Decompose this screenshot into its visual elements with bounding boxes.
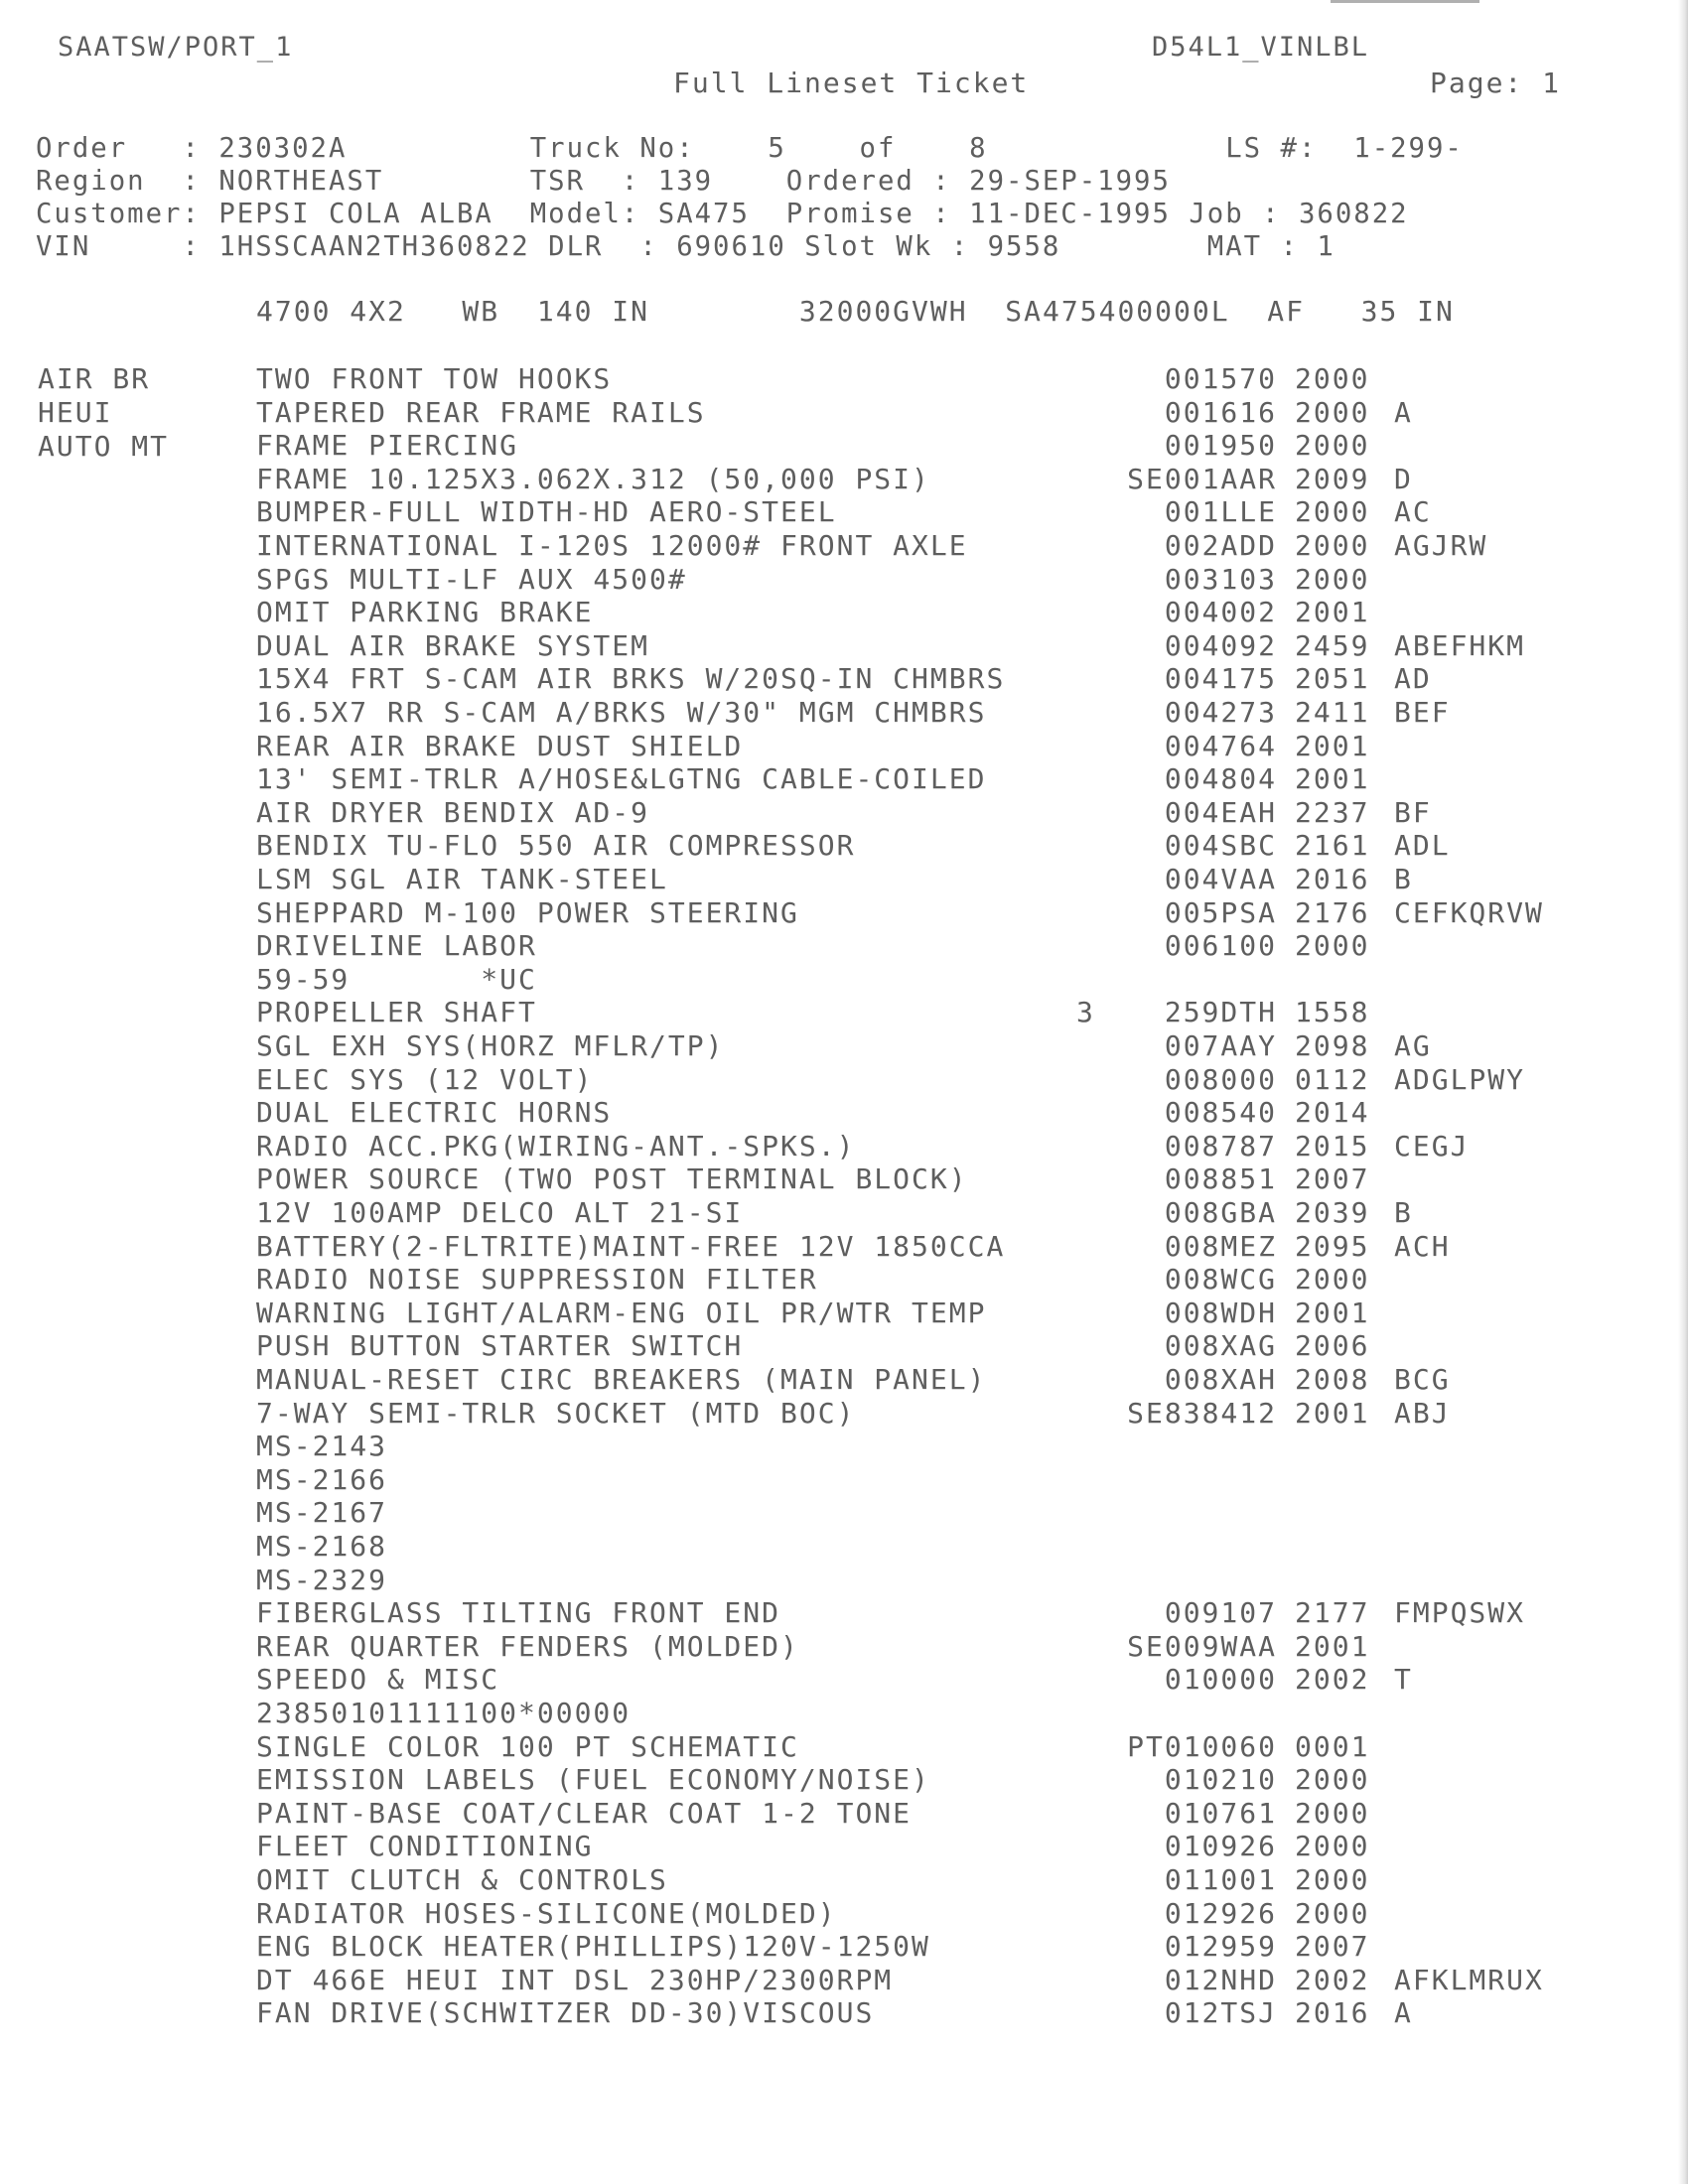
item-description: TAPERED REAR FRAME RAILS bbox=[256, 396, 706, 429]
item-row bbox=[0, 930, 1688, 964]
item-number: 2014 bbox=[1295, 1096, 1370, 1129]
item-description: AIR DRYER BENDIX AD-9 bbox=[256, 796, 650, 829]
item-description: 7-WAY SEMI-TRLR SOCKET (MTD BOC) bbox=[256, 1397, 856, 1430]
page-number-label: Page: 1 bbox=[1430, 67, 1562, 99]
item-suffix: CEGJ bbox=[1394, 1130, 1470, 1162]
item-code: 005PSA bbox=[1164, 896, 1277, 929]
item-row bbox=[0, 530, 1688, 564]
item-row bbox=[0, 1464, 1688, 1498]
item-number: 2006 bbox=[1295, 1329, 1370, 1362]
item-code: 001570 bbox=[1164, 362, 1277, 395]
item-number: 2000 bbox=[1295, 396, 1370, 429]
item-suffix: A bbox=[1394, 396, 1413, 429]
item-number: 2001 bbox=[1295, 730, 1370, 762]
item-code: 003103 bbox=[1164, 563, 1277, 596]
item-number: 2176 bbox=[1295, 896, 1370, 929]
item-description: MS-2329 bbox=[256, 1564, 388, 1596]
item-number: 2000 bbox=[1295, 495, 1370, 528]
item-row bbox=[0, 1597, 1688, 1631]
item-row bbox=[0, 731, 1688, 764]
item-description: RADIO ACC.PKG(WIRING-ANT.-SPKS.) bbox=[256, 1130, 856, 1162]
item-description: FAN DRIVE(SCHWITZER DD-30)VISCOUS bbox=[256, 1996, 875, 2029]
item-description: REAR AIR BRAKE DUST SHIELD bbox=[256, 730, 744, 762]
item-description: MS-2143 bbox=[256, 1430, 388, 1462]
item-quantity: 3 bbox=[1076, 996, 1095, 1028]
item-row bbox=[0, 1831, 1688, 1864]
item-description: SHEPPARD M-100 POWER STEERING bbox=[256, 896, 799, 929]
item-code: 004SBC bbox=[1164, 829, 1277, 862]
item-description: OMIT PARKING BRAKE bbox=[256, 596, 594, 628]
item-description: INTERNATIONAL I-120S 12000# FRONT AXLE bbox=[256, 529, 968, 562]
item-row bbox=[0, 1898, 1688, 1932]
item-number: 0001 bbox=[1295, 1730, 1370, 1763]
item-description: 12V 100AMP DELCO ALT 21-SI bbox=[256, 1196, 744, 1229]
item-suffix: AGJRW bbox=[1394, 529, 1488, 562]
item-code: 004764 bbox=[1164, 730, 1277, 762]
item-suffix: FMPQSWX bbox=[1394, 1596, 1526, 1629]
item-code: 001616 bbox=[1164, 396, 1277, 429]
item-row bbox=[0, 1698, 1688, 1731]
item-row bbox=[0, 1864, 1688, 1898]
item-row bbox=[0, 864, 1688, 897]
item-number: 2002 bbox=[1295, 1663, 1370, 1696]
item-description: FRAME PIERCING bbox=[256, 429, 519, 462]
item-code: 008851 bbox=[1164, 1162, 1277, 1195]
item-row bbox=[0, 1297, 1688, 1331]
item-row bbox=[0, 1431, 1688, 1464]
item-description: ELEC SYS (12 VOLT) bbox=[256, 1063, 594, 1096]
item-code: 259DTH bbox=[1164, 996, 1277, 1028]
item-code: 004VAA bbox=[1164, 863, 1277, 895]
item-suffix: T bbox=[1394, 1663, 1413, 1696]
item-code: 004EAH bbox=[1164, 796, 1277, 829]
item-description: MS-2168 bbox=[256, 1530, 388, 1563]
item-code: 010926 bbox=[1164, 1830, 1277, 1862]
item-suffix: A bbox=[1394, 1996, 1413, 2029]
item-number: 2000 bbox=[1295, 362, 1370, 395]
item-row bbox=[0, 630, 1688, 664]
item-code: 004175 bbox=[1164, 662, 1277, 695]
item-row bbox=[0, 1064, 1688, 1098]
item-description: 15X4 FRT S-CAM AIR BRKS W/20SQ-IN CHMBRS bbox=[256, 662, 1006, 695]
item-row bbox=[0, 830, 1688, 864]
item-row bbox=[0, 1364, 1688, 1398]
item-code: 012TSJ bbox=[1164, 1996, 1277, 2029]
item-number: 2000 bbox=[1295, 429, 1370, 462]
item-row bbox=[0, 1330, 1688, 1364]
item-description: EMISSION LABELS (FUEL ECONOMY/NOISE) bbox=[256, 1763, 930, 1796]
item-code: 008XAH bbox=[1164, 1363, 1277, 1396]
item-description: DRIVELINE LABOR bbox=[256, 929, 537, 962]
item-description: BENDIX TU-FLO 550 AIR COMPRESSOR bbox=[256, 829, 856, 862]
item-description: POWER SOURCE (TWO POST TERMINAL BLOCK) bbox=[256, 1162, 968, 1195]
item-number: 2000 bbox=[1295, 1797, 1370, 1830]
item-row bbox=[0, 564, 1688, 598]
item-number: 2007 bbox=[1295, 1930, 1370, 1963]
item-code: 008XAG bbox=[1164, 1329, 1277, 1362]
item-description: 13' SEMI-TRLR A/HOSE&LGTNG CABLE-COILED bbox=[256, 762, 987, 795]
item-code: 002ADD bbox=[1164, 529, 1277, 562]
customer-line: Customer: PEPSI COLA ALBA Model: SA475 Promise : 11-DEC-1995 Job : 360822 bbox=[36, 199, 1409, 229]
item-row bbox=[0, 1097, 1688, 1131]
item-row bbox=[0, 697, 1688, 731]
item-number: 2001 bbox=[1295, 762, 1370, 795]
item-description: PAINT-BASE COAT/CLEAR COAT 1-2 TONE bbox=[256, 1797, 913, 1830]
item-description: MS-2167 bbox=[256, 1496, 388, 1529]
item-number: 2411 bbox=[1295, 696, 1370, 729]
item-number: 2000 bbox=[1295, 929, 1370, 962]
item-number: 2237 bbox=[1295, 796, 1370, 829]
item-row bbox=[0, 1531, 1688, 1565]
vin-line: VIN : 1HSSCAAN2TH360822 DLR : 690610 Slot Wk : 9558 MAT : 1 bbox=[36, 231, 1336, 262]
item-suffix: B bbox=[1394, 1196, 1413, 1229]
item-suffix: D bbox=[1394, 463, 1413, 495]
item-description: RADIO NOISE SUPPRESSION FILTER bbox=[256, 1263, 818, 1296]
item-code: 008WDH bbox=[1164, 1297, 1277, 1329]
item-suffix: BCG bbox=[1394, 1363, 1451, 1396]
item-row bbox=[0, 1664, 1688, 1698]
item-suffix: AC bbox=[1394, 495, 1432, 528]
item-row bbox=[0, 997, 1688, 1030]
item-suffix: B bbox=[1394, 863, 1413, 895]
item-description: MANUAL-RESET CIRC BREAKERS (MAIN PANEL) bbox=[256, 1363, 987, 1396]
item-description: OMIT CLUTCH & CONTROLS bbox=[256, 1863, 668, 1896]
vehicle-specs-line: 4700 4X2 WB 140 IN 32000GVWH SA475400000L AF 35 IN bbox=[256, 295, 1455, 328]
item-row bbox=[0, 1131, 1688, 1164]
page-title: Full Lineset Ticket bbox=[673, 67, 1030, 99]
item-description: FIBERGLASS TILTING FRONT END bbox=[256, 1596, 781, 1629]
item-description: PROPELLER SHAFT bbox=[256, 996, 537, 1028]
item-row bbox=[0, 663, 1688, 697]
item-code: SE838412 bbox=[1127, 1397, 1277, 1430]
item-number: 2039 bbox=[1295, 1196, 1370, 1229]
item-description: ENG BLOCK HEATER(PHILLIPS)120V-1250W bbox=[256, 1930, 930, 1963]
item-code: 001950 bbox=[1164, 429, 1277, 462]
item-number: 2051 bbox=[1295, 662, 1370, 695]
item-row bbox=[0, 496, 1688, 530]
category-air-br: AIR BR bbox=[38, 362, 151, 395]
item-number: 2000 bbox=[1295, 529, 1370, 562]
item-row bbox=[0, 597, 1688, 630]
item-suffix: BEF bbox=[1394, 696, 1451, 729]
item-number: 2015 bbox=[1295, 1130, 1370, 1162]
item-number: 2177 bbox=[1295, 1596, 1370, 1629]
item-row bbox=[0, 1231, 1688, 1265]
item-code: 008WCG bbox=[1164, 1263, 1277, 1296]
region-line: Region : NORTHEAST TSR : 139 Ordered : 29-SEP-1995 bbox=[36, 166, 1171, 197]
item-row bbox=[0, 1931, 1688, 1965]
item-description: 23850101111100*00000 bbox=[256, 1697, 632, 1729]
item-number: 2008 bbox=[1295, 1363, 1370, 1396]
item-description: BUMPER-FULL WIDTH-HD AERO-STEEL bbox=[256, 495, 837, 528]
item-description: 59-59 *UC bbox=[256, 963, 537, 996]
item-description: DUAL AIR BRAKE SYSTEM bbox=[256, 629, 650, 662]
item-code: 004273 bbox=[1164, 696, 1277, 729]
item-row bbox=[0, 964, 1688, 998]
category-auto-mt: AUTO MT bbox=[38, 430, 170, 463]
item-row bbox=[0, 1497, 1688, 1531]
item-suffix: ABEFHKM bbox=[1394, 629, 1526, 662]
item-number: 2001 bbox=[1295, 1397, 1370, 1430]
top-edge-mark bbox=[1331, 0, 1479, 3]
item-description: REAR QUARTER FENDERS (MOLDED) bbox=[256, 1630, 799, 1663]
item-suffix: AD bbox=[1394, 662, 1432, 695]
item-code: 008540 bbox=[1164, 1096, 1277, 1129]
item-suffix: AG bbox=[1394, 1029, 1432, 1062]
item-code: 004804 bbox=[1164, 762, 1277, 795]
item-number: 2001 bbox=[1295, 1630, 1370, 1663]
item-description: BATTERY(2-FLTRITE)MAINT-FREE 12V 1850CCA bbox=[256, 1230, 1006, 1263]
item-row bbox=[0, 1798, 1688, 1832]
item-row bbox=[0, 1197, 1688, 1231]
item-row bbox=[0, 1398, 1688, 1432]
item-code: 004002 bbox=[1164, 596, 1277, 628]
item-description: 16.5X7 RR S-CAM A/BRKS W/30" MGM CHMBRS bbox=[256, 696, 987, 729]
item-code: 008787 bbox=[1164, 1130, 1277, 1162]
item-number: 2016 bbox=[1295, 863, 1370, 895]
category-heui: HEUI bbox=[38, 396, 113, 429]
item-code: 010000 bbox=[1164, 1663, 1277, 1696]
item-code: 010761 bbox=[1164, 1797, 1277, 1830]
item-row bbox=[0, 1030, 1688, 1064]
item-suffix: ABJ bbox=[1394, 1397, 1451, 1430]
item-row bbox=[0, 363, 1688, 397]
item-description: PUSH BUTTON STARTER SWITCH bbox=[256, 1329, 744, 1362]
item-code: 006100 bbox=[1164, 929, 1277, 962]
order-line: Order : 230302A Truck No: 5 of 8 LS #: 1-299- bbox=[36, 133, 1464, 164]
item-number: 2000 bbox=[1295, 1863, 1370, 1896]
item-code: 008GBA bbox=[1164, 1196, 1277, 1229]
item-code: 012959 bbox=[1164, 1930, 1277, 1963]
item-suffix: BF bbox=[1394, 796, 1432, 829]
item-description: SPEEDO & MISC bbox=[256, 1663, 500, 1696]
item-description: TWO FRONT TOW HOOKS bbox=[256, 362, 613, 395]
item-suffix: AFKLMRUX bbox=[1394, 1964, 1544, 1996]
item-row bbox=[0, 1264, 1688, 1297]
item-code: 009107 bbox=[1164, 1596, 1277, 1629]
item-description: RADIATOR HOSES-SILICONE(MOLDED) bbox=[256, 1897, 837, 1930]
item-description: MS-2166 bbox=[256, 1463, 388, 1496]
item-description: SGL EXH SYS(HORZ MFLR/TP) bbox=[256, 1029, 725, 1062]
item-number: 2001 bbox=[1295, 1297, 1370, 1329]
item-code: 011001 bbox=[1164, 1863, 1277, 1896]
item-description: FRAME 10.125X3.062X.312 (50,000 PSI) bbox=[256, 463, 930, 495]
item-number: 2098 bbox=[1295, 1029, 1370, 1062]
item-number: 2016 bbox=[1295, 1996, 1370, 2029]
item-row bbox=[0, 897, 1688, 931]
item-code: 012NHD bbox=[1164, 1964, 1277, 1996]
item-code: 010210 bbox=[1164, 1763, 1277, 1796]
item-code: PT010060 bbox=[1127, 1730, 1277, 1763]
item-code: 008000 bbox=[1164, 1063, 1277, 1096]
item-suffix: ADGLPWY bbox=[1394, 1063, 1526, 1096]
item-code: 012926 bbox=[1164, 1897, 1277, 1930]
item-code: 007AAY bbox=[1164, 1029, 1277, 1062]
item-number: 2000 bbox=[1295, 1763, 1370, 1796]
item-code: SE009WAA bbox=[1127, 1630, 1277, 1663]
item-code: SE001AAR bbox=[1127, 463, 1277, 495]
item-row bbox=[0, 797, 1688, 831]
item-number: 2095 bbox=[1295, 1230, 1370, 1263]
item-row bbox=[0, 763, 1688, 797]
item-code: 008MEZ bbox=[1164, 1230, 1277, 1263]
item-number: 1558 bbox=[1295, 996, 1370, 1028]
item-suffix: ADL bbox=[1394, 829, 1451, 862]
form-id: D54L1_VINLBL bbox=[1152, 32, 1370, 63]
item-description: DUAL ELECTRIC HORNS bbox=[256, 1096, 613, 1129]
item-number: 2000 bbox=[1295, 563, 1370, 596]
item-description: FLEET CONDITIONING bbox=[256, 1830, 594, 1862]
item-row bbox=[0, 1965, 1688, 1998]
item-row bbox=[0, 1764, 1688, 1798]
item-number: 2161 bbox=[1295, 829, 1370, 862]
item-number: 2000 bbox=[1295, 1263, 1370, 1296]
item-number: 2002 bbox=[1295, 1964, 1370, 1996]
item-number: 0112 bbox=[1295, 1063, 1370, 1096]
item-number: 2459 bbox=[1295, 629, 1370, 662]
item-suffix: ACH bbox=[1394, 1230, 1451, 1263]
item-row bbox=[0, 430, 1688, 464]
item-row bbox=[0, 1997, 1688, 2031]
item-row bbox=[0, 1731, 1688, 1765]
item-row bbox=[0, 464, 1688, 497]
item-description: SINGLE COLOR 100 PT SCHEMATIC bbox=[256, 1730, 799, 1763]
item-description: SPGS MULTI-LF AUX 4500# bbox=[256, 563, 687, 596]
item-description: DT 466E HEUI INT DSL 230HP/2300RPM bbox=[256, 1964, 894, 1996]
system-id: SAATSW/PORT_1 bbox=[58, 32, 294, 63]
item-number: 2007 bbox=[1295, 1162, 1370, 1195]
item-code: 004092 bbox=[1164, 629, 1277, 662]
item-number: 2001 bbox=[1295, 596, 1370, 628]
item-description: LSM SGL AIR TANK-STEEL bbox=[256, 863, 668, 895]
item-description: WARNING LIGHT/ALARM-ENG OIL PR/WTR TEMP bbox=[256, 1297, 987, 1329]
item-suffix: CEFKQRVW bbox=[1394, 896, 1544, 929]
item-number: 2009 bbox=[1295, 463, 1370, 495]
item-row bbox=[0, 1163, 1688, 1197]
item-row bbox=[0, 397, 1688, 431]
item-number: 2000 bbox=[1295, 1830, 1370, 1862]
item-code: 001LLE bbox=[1164, 495, 1277, 528]
item-row bbox=[0, 1565, 1688, 1598]
item-number: 2000 bbox=[1295, 1897, 1370, 1930]
item-row bbox=[0, 1631, 1688, 1665]
